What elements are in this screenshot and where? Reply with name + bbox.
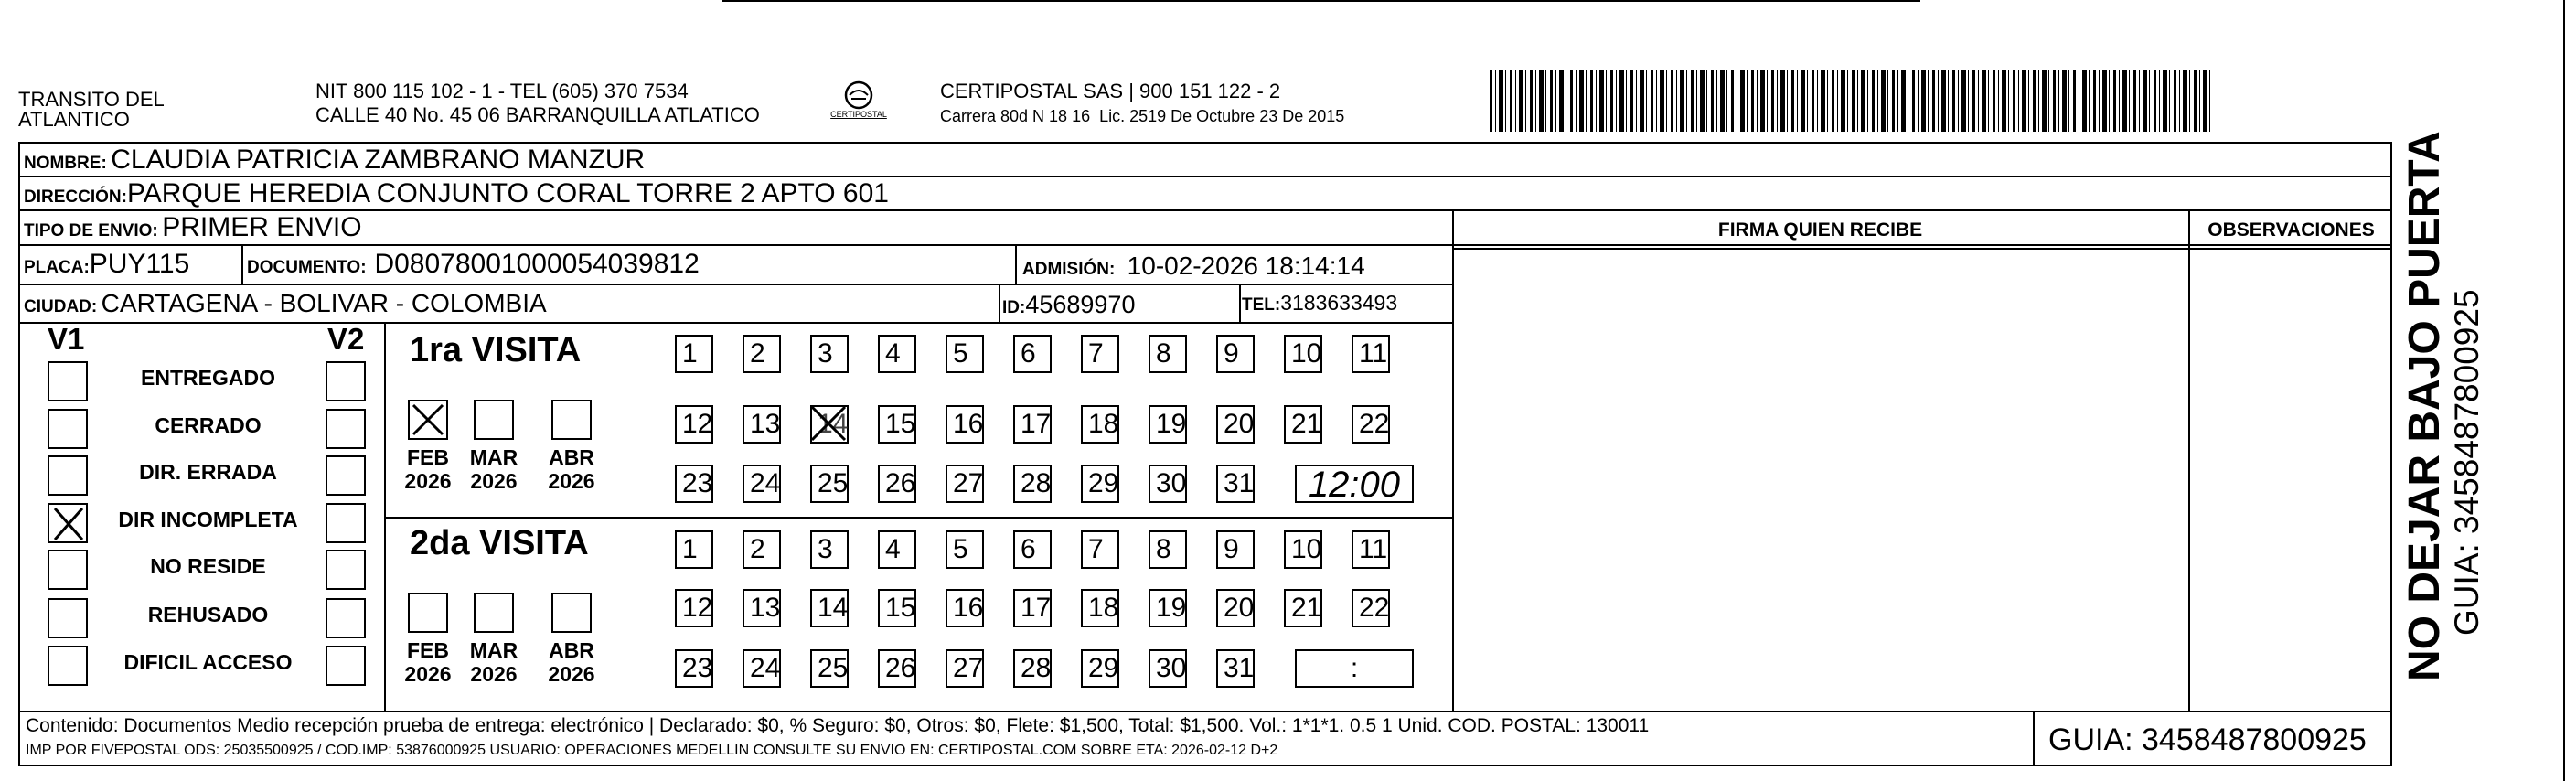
second-visit-title: 2da VISITA xyxy=(410,524,589,562)
direccion-label: DIRECCIÓN: xyxy=(24,187,127,207)
documento-row xyxy=(247,249,700,280)
day-box[interactable]: 26 xyxy=(878,465,916,503)
tipo-row xyxy=(24,212,362,243)
day-box[interactable]: 29 xyxy=(1081,465,1119,503)
col-line xyxy=(1452,209,1454,711)
day-box[interactable]: 7 xyxy=(1081,530,1119,569)
day-box[interactable]: 5 xyxy=(946,335,984,373)
day-box[interactable]: 11 xyxy=(1352,530,1390,569)
side-text xyxy=(2401,131,2485,681)
logo-text: CERTIPOSTAL xyxy=(830,110,887,119)
col-line xyxy=(999,284,1000,322)
day-box[interactable]: 12 xyxy=(675,405,713,444)
month-name: MAR xyxy=(469,445,518,469)
day-box[interactable]: 25 xyxy=(810,649,849,688)
month-checkbox[interactable] xyxy=(551,593,592,633)
day-box[interactable]: 1 xyxy=(675,530,713,569)
v1-checkbox[interactable] xyxy=(48,361,88,401)
tipo-label: TIPO DE ENVIO: xyxy=(24,221,158,241)
id-label: ID: xyxy=(1002,298,1026,317)
day-cross-mark xyxy=(810,405,847,446)
day-box[interactable]: 28 xyxy=(1013,649,1052,688)
month-label xyxy=(401,638,455,686)
month-year: 2026 xyxy=(470,469,518,493)
nombre-value: CLAUDIA PATRICIA ZAMBRANO MANZUR xyxy=(111,144,646,175)
status-label: NO RESIDE xyxy=(150,554,266,578)
first-time-box[interactable]: 12:00 xyxy=(1295,465,1414,503)
nit-line2: CALLE 40 No. 45 06 BARRANQUILLA ATLATICO xyxy=(315,103,760,126)
day-box[interactable]: 18 xyxy=(1081,589,1119,627)
observaciones-header: OBSERVACIONES xyxy=(2207,219,2375,241)
placa-row xyxy=(24,249,189,280)
day-box[interactable]: 26 xyxy=(878,649,916,688)
month-name: MAR xyxy=(469,638,518,662)
month-checkbox[interactable] xyxy=(408,593,448,633)
v2-checkbox[interactable] xyxy=(326,503,366,543)
day-box[interactable]: 9 xyxy=(1216,530,1255,569)
month-year: 2026 xyxy=(548,662,595,686)
status-label: DIR INCOMPLETA xyxy=(118,508,298,531)
day-box[interactable]: 16 xyxy=(946,405,984,444)
top-edge-line xyxy=(722,0,1920,2)
day-box[interactable]: 30 xyxy=(1149,649,1187,688)
col-line xyxy=(2188,209,2190,711)
org-name-line1: TRANSITO DEL xyxy=(18,88,165,111)
day-box[interactable]: 17 xyxy=(1013,405,1052,444)
day-box[interactable]: 27 xyxy=(946,465,984,503)
day-box[interactable]: 23 xyxy=(675,465,713,503)
right-edge-line xyxy=(2563,0,2565,781)
direccion-value: PARQUE HEREDIA CONJUNTO CORAL TORRE 2 APTO 601 xyxy=(126,178,889,209)
day-box[interactable]: 11 xyxy=(1352,335,1390,373)
status-label: ENTREGADO xyxy=(141,366,275,390)
status-label: CERRADO xyxy=(155,413,262,437)
row-line xyxy=(18,244,2392,246)
admision-label: ADMISIÓN: xyxy=(1022,260,1116,279)
day-box[interactable]: 10 xyxy=(1284,335,1322,373)
day-box[interactable]: 29 xyxy=(1081,649,1119,688)
nombre-row xyxy=(24,144,645,176)
day-box[interactable]: 24 xyxy=(743,465,781,503)
v1-checkbox[interactable] xyxy=(48,598,88,638)
v2-checkbox[interactable] xyxy=(326,361,366,401)
day-box[interactable]: 14 xyxy=(810,405,849,444)
day-box[interactable]: 2 xyxy=(743,530,781,569)
row-line xyxy=(18,711,2392,712)
day-box[interactable]: 30 xyxy=(1149,465,1187,503)
day-box[interactable]: 1 xyxy=(675,335,713,373)
day-box[interactable]: 9 xyxy=(1216,335,1255,373)
placa-label: PLACA: xyxy=(24,258,90,277)
v1-checkbox[interactable] xyxy=(48,503,88,543)
month-label xyxy=(544,638,599,686)
day-box[interactable]: 10 xyxy=(1284,530,1322,569)
day-box[interactable]: 16 xyxy=(946,589,984,627)
month-year: 2026 xyxy=(470,662,518,686)
footer-guia: GUIA: 3458487800925 xyxy=(2048,722,2367,757)
day-box[interactable]: 5 xyxy=(946,530,984,569)
status-label: REHUSADO xyxy=(147,603,269,626)
certipostal-logo xyxy=(820,79,897,126)
first-visit-title: 1ra VISITA xyxy=(410,331,582,369)
tel-label: TEL: xyxy=(1242,295,1281,315)
month-name: FEB xyxy=(407,638,449,662)
admision-value: 10-02-2026 18:14:14 xyxy=(1127,251,1365,280)
row-line xyxy=(384,517,1452,519)
v1-label: V1 xyxy=(48,322,85,356)
contenido-text: Contenido: Documentos Medio recepción prueba de entrega: electrónico | Declarado: $0, % Seguro: $0, Otros: $0, Flete: $1,500, Total: $1,500. Vol.: 1*1*1. 0.5 1 Unid. COD. POSTAL: 130011 xyxy=(26,715,1650,736)
id-row xyxy=(1002,291,1135,319)
v1-checkbox[interactable] xyxy=(48,646,88,686)
v1-checkbox[interactable] xyxy=(48,550,88,590)
day-box[interactable]: 22 xyxy=(1352,589,1390,627)
col-line xyxy=(241,244,243,284)
id-value: 45689970 xyxy=(1025,291,1136,318)
org-name-line2: ATLANTICO xyxy=(18,108,130,131)
day-box[interactable]: 3 xyxy=(810,530,849,569)
day-box[interactable]: 28 xyxy=(1013,465,1052,503)
documento-value: D08078001000054039812 xyxy=(374,249,700,279)
day-box[interactable]: 7 xyxy=(1081,335,1119,373)
day-box[interactable]: 8 xyxy=(1149,335,1187,373)
day-box[interactable]: 21 xyxy=(1284,589,1322,627)
day-box[interactable]: 20 xyxy=(1216,589,1255,627)
day-box[interactable]: 4 xyxy=(878,335,916,373)
month-checkbox[interactable] xyxy=(408,400,448,440)
firma-header: FIRMA QUIEN RECIBE xyxy=(1717,219,1923,241)
col-line xyxy=(2033,711,2035,766)
nombre-label: NOMBRE: xyxy=(24,154,107,173)
month-year: 2026 xyxy=(548,469,595,493)
day-box[interactable]: 19 xyxy=(1149,589,1187,627)
tipo-value: PRIMER ENVIO xyxy=(162,212,362,242)
v2-checkbox[interactable] xyxy=(326,455,366,496)
day-box[interactable]: 13 xyxy=(743,405,781,444)
day-box[interactable]: 13 xyxy=(743,589,781,627)
documento-label: DOCUMENTO: xyxy=(247,258,367,277)
day-box[interactable]: 27 xyxy=(946,649,984,688)
ciudad-row xyxy=(24,289,547,318)
day-box[interactable]: 18 xyxy=(1081,405,1119,444)
day-box[interactable]: 4 xyxy=(878,530,916,569)
courier-line1: CERTIPOSTAL SAS | 900 151 122 - 2 xyxy=(940,80,1281,102)
month-checkbox[interactable] xyxy=(551,400,592,440)
day-box[interactable]: 8 xyxy=(1149,530,1187,569)
v2-label: V2 xyxy=(327,322,365,356)
courier-line2: Carrera 80d N 18 16 Lic. 2519 De Octubre 23 De 2015 xyxy=(940,107,1345,125)
month-label xyxy=(544,445,599,493)
month-name: FEB xyxy=(407,445,449,469)
day-box[interactable]: 20 xyxy=(1216,405,1255,444)
row-line xyxy=(1452,248,2392,250)
day-box[interactable]: 12 xyxy=(675,589,713,627)
day-box[interactable]: 31 xyxy=(1216,465,1255,503)
month-name: ABR xyxy=(549,445,594,469)
month-label xyxy=(401,445,455,493)
v2-checkbox[interactable] xyxy=(326,646,366,686)
direccion-row xyxy=(24,178,889,209)
v2-checkbox[interactable] xyxy=(326,409,366,449)
day-box[interactable]: 14 xyxy=(810,589,849,627)
month-label xyxy=(466,638,521,686)
row-line xyxy=(18,209,2392,211)
month-label xyxy=(466,445,521,493)
day-box[interactable]: 21 xyxy=(1284,405,1322,444)
status-label: DIR. ERRADA xyxy=(139,460,277,484)
month-name: ABR xyxy=(549,638,594,662)
row-line xyxy=(18,284,1452,285)
day-box[interactable]: 22 xyxy=(1352,405,1390,444)
month-checkbox[interactable] xyxy=(474,400,514,440)
v2-checkbox[interactable] xyxy=(326,550,366,590)
day-box[interactable]: 3 xyxy=(810,335,849,373)
barcode xyxy=(1490,70,2212,132)
day-box[interactable]: 6 xyxy=(1013,530,1052,569)
tel-row xyxy=(1242,291,1397,316)
row-line xyxy=(18,176,2392,177)
day-box[interactable]: 23 xyxy=(675,649,713,688)
col-line xyxy=(1239,284,1241,322)
imp-text: IMP POR FIVEPOSTAL ODS: 25035500925 / COD.IMP: 53876000925 USUARIO: OPERACIONES MEDELLIN CONSULTE SU ENVIO EN: CERTIPOSTAL.COM SOBRE ETA: 2026-02-12 D+2 xyxy=(26,743,1278,758)
day-box[interactable]: 15 xyxy=(878,405,916,444)
tel-value: 3183633493 xyxy=(1280,291,1398,315)
month-year: 2026 xyxy=(404,469,452,493)
side-guia: GUIA: 3458487800925 xyxy=(2448,289,2485,636)
no-dejar-warning: NO DEJAR BAJO PUERTA xyxy=(2400,131,2449,681)
day-box[interactable]: 25 xyxy=(810,465,849,503)
month-checkbox[interactable] xyxy=(474,593,514,633)
day-box[interactable]: 31 xyxy=(1216,649,1255,688)
admision-row xyxy=(1022,251,1365,281)
day-box[interactable]: 6 xyxy=(1013,335,1052,373)
nit-line1: NIT 800 115 102 - 1 - TEL (605) 370 7534 xyxy=(315,80,689,102)
ciudad-label: CIUDAD: xyxy=(24,297,98,316)
day-box[interactable]: 19 xyxy=(1149,405,1187,444)
day-box[interactable]: 17 xyxy=(1013,589,1052,627)
second-time-box[interactable]: : xyxy=(1295,649,1414,688)
ciudad-value: CARTAGENA - BOLIVAR - COLOMBIA xyxy=(101,289,547,317)
placa-value: PUY115 xyxy=(89,249,190,279)
col-line xyxy=(1015,244,1017,284)
day-box[interactable]: 2 xyxy=(743,335,781,373)
status-label: DIFICIL ACCESO xyxy=(123,650,293,674)
day-box[interactable]: 15 xyxy=(878,589,916,627)
v1-checkbox[interactable] xyxy=(48,455,88,496)
day-box[interactable]: 24 xyxy=(743,649,781,688)
month-year: 2026 xyxy=(404,662,452,686)
row-line xyxy=(18,322,1452,324)
v1-checkbox[interactable] xyxy=(48,409,88,449)
v2-checkbox[interactable] xyxy=(326,598,366,638)
